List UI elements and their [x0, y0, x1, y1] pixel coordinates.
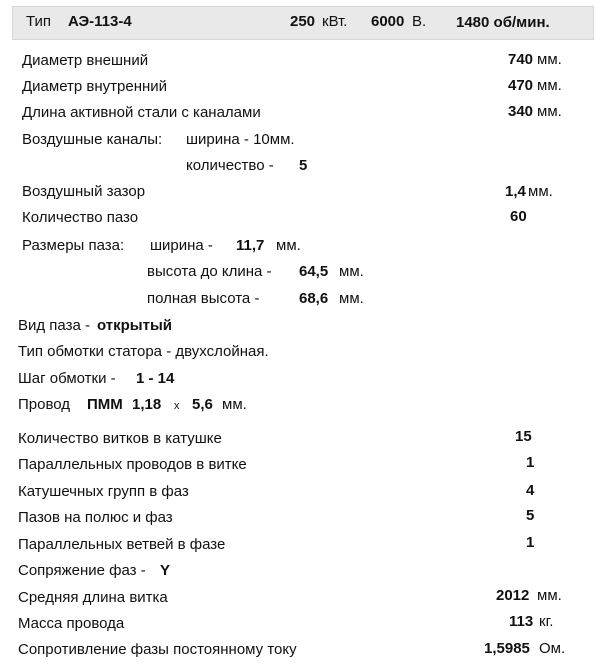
air-gap-unit: мм. [528, 183, 553, 200]
phase-connection-value: Y [160, 562, 171, 579]
active-steel-value: 340 [508, 103, 534, 120]
slot-type-label: Вид паза - [18, 317, 90, 334]
mean-turn-length-label: Средняя длина витка [18, 589, 168, 606]
slot-full-label: полная высота - [147, 290, 260, 307]
air-gap-value: 1,4 [505, 183, 526, 200]
power-unit: кВт. [322, 13, 348, 30]
model-name: АЭ-113-4 [68, 13, 132, 30]
slot-count-label: Количество пазо [22, 209, 139, 226]
stator-winding-type: Тип обмотки статора - двухслойная. [18, 343, 269, 360]
parallel-wires-label: Параллельных проводов в витке [18, 456, 247, 473]
air-channels-count-value: 5 [299, 157, 308, 174]
pitch-value: 1 - 14 [136, 370, 175, 387]
wire-mass-unit: кг. [539, 613, 554, 630]
air-channels-label: Воздушные каналы: [22, 131, 163, 148]
parallel-wires-value: 1 [526, 454, 535, 471]
air-gap-label: Воздушный зазор [22, 183, 146, 200]
active-steel-label: Длина активной стали с каналами [22, 104, 261, 121]
slot-width-value: 11,7 [236, 237, 265, 254]
slot-full-unit: мм. [339, 290, 364, 307]
wire-brand: ПММ [87, 396, 123, 413]
wire-multiply: x [174, 400, 180, 412]
outer-diameter-unit: мм. [537, 51, 562, 68]
voltage-unit: В. [412, 13, 427, 30]
wire-label: Провод [18, 396, 71, 413]
type-label: Тип [26, 13, 52, 30]
pitch-label: Шаг обмотки - [18, 370, 116, 387]
turns-per-coil-value: 15 [515, 428, 532, 445]
power-value: 250 [290, 13, 316, 30]
turns-per-coil-label: Количество витков в катушке [18, 430, 222, 447]
slots-per-pole-value: 5 [526, 507, 535, 524]
phase-resistance-label: Сопротивление фазы постоянному току [18, 641, 297, 658]
coil-groups-label: Катушечных групп в фаз [18, 483, 189, 500]
slot-wedge-label: высота до клина - [147, 263, 272, 280]
wire-size-a: 1,18 [132, 396, 162, 413]
wire-unit: мм. [222, 396, 247, 413]
active-steel-unit: мм. [537, 103, 562, 120]
slot-count-value: 60 [510, 208, 527, 225]
mean-turn-length-unit: мм. [537, 587, 562, 604]
voltage-value: 6000 [371, 13, 405, 30]
slots-per-pole-label: Пазов на полюс и фаз [18, 509, 173, 526]
slot-wedge-unit: мм. [339, 263, 364, 280]
slot-full-value: 68,6 [299, 290, 329, 307]
wire-mass-label: Масса провода [18, 615, 125, 632]
mean-turn-length-value: 2012 [496, 587, 530, 604]
phase-resistance-unit: Ом. [539, 640, 566, 657]
inner-diameter-unit: мм. [537, 77, 562, 94]
slot-type-value: открытый [97, 317, 172, 334]
inner-diameter-value: 470 [508, 77, 534, 94]
outer-diameter-label: Диаметр внешний [22, 52, 149, 69]
air-channels-count-label: количество - [186, 157, 274, 174]
speed-value: 1480 об/мин. [456, 14, 550, 31]
wire-size-b: 5,6 [192, 396, 213, 413]
phase-connection-label: Сопряжение фаз - [18, 562, 146, 579]
outer-diameter-value: 740 [508, 51, 534, 68]
parallel-branches-value: 1 [526, 534, 535, 551]
air-channels-width: ширина - 10мм. [186, 131, 295, 148]
slot-wedge-value: 64,5 [299, 263, 329, 280]
wire-mass-value: 113 [509, 613, 534, 630]
coil-groups-value: 4 [526, 482, 535, 499]
inner-diameter-label: Диаметр внутренний [22, 78, 168, 95]
slot-sizes-label: Размеры паза: [22, 237, 125, 254]
parallel-branches-label: Параллельных ветвей в фазе [18, 536, 226, 553]
slot-width-unit: мм. [276, 237, 301, 254]
phase-resistance-value: 1,5985 [484, 640, 530, 657]
slot-width-label: ширина - [150, 237, 213, 254]
